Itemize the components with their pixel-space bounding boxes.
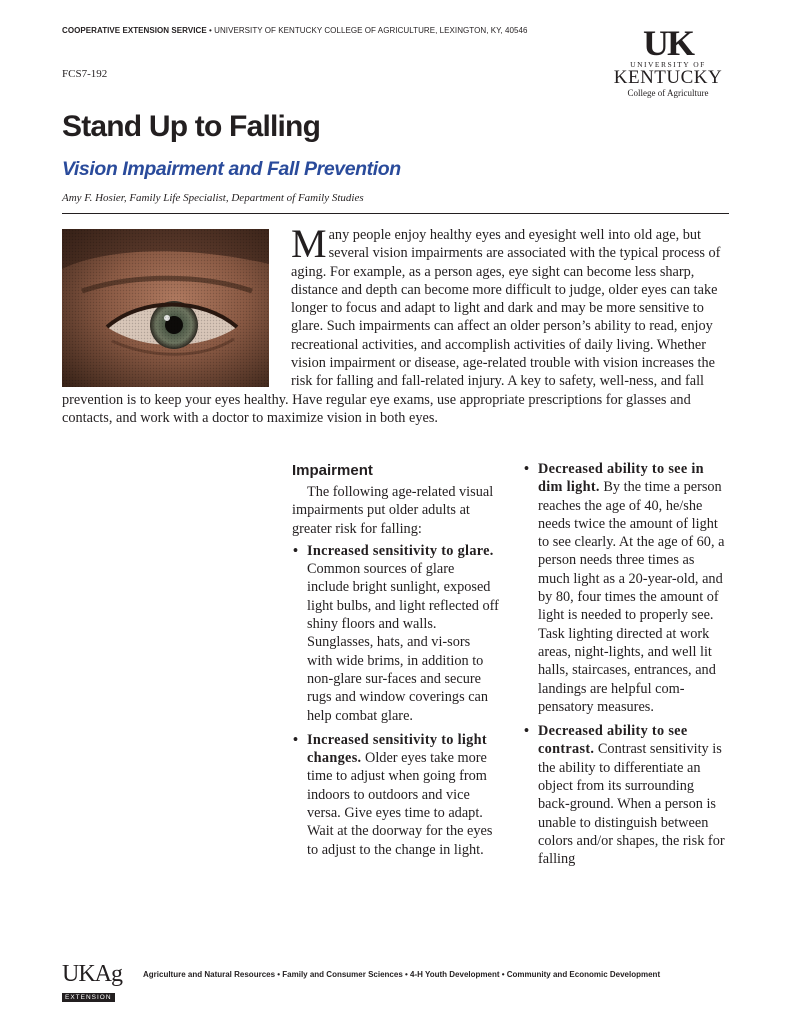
section-lead: The following age-related visual impairments put older adults at greater risk for falling: bbox=[292, 484, 494, 537]
agency-line bbox=[62, 26, 622, 35]
photo-wrap-space bbox=[62, 226, 269, 388]
list-item-body: Contrast sensitivity is the ability to differentiate an object from its surrounding back-ground. When a person is unable to distinguish between colors and/or shapes, the risk for falling bbox=[538, 741, 725, 868]
agency-address: • UNIVERSITY OF KENTUCKY COLLEGE OF AGRICULTURE, LEXINGTON, KY, 40546 bbox=[206, 26, 528, 35]
footer-programs: Agriculture and Natural Resources • Family and Consumer Sciences • 4-H Youth Development • Community and Economic Development bbox=[143, 970, 661, 979]
intro-paragraph bbox=[62, 221, 728, 427]
uk-logo-university: UNIVERSITY OF bbox=[630, 60, 706, 69]
ukag-extension-logo bbox=[62, 961, 128, 1001]
section-heading: Impairment bbox=[292, 462, 373, 479]
header-rule bbox=[62, 213, 729, 214]
list-item-heading: Increased sensitivity to glare. bbox=[307, 542, 494, 559]
impairment-list bbox=[292, 542, 499, 859]
extension-label: EXTENSION bbox=[62, 993, 115, 1002]
list-item-body: Common sources of glare include bright sunlight, exposed light bulbs, and light reflected off shiny floors and walls. Sunglasses, hats, and vi-sors with wide brims, in addition to non-glare sur-faces and secure rugs and window coverings can help combat glare. bbox=[307, 561, 499, 724]
list-item-heading: Increased sensitivity to light changes. bbox=[307, 731, 487, 767]
drop-cap: M bbox=[291, 221, 327, 266]
list-item-heading: Decreased ability to see contrast. bbox=[538, 723, 688, 758]
uk-logo-state: KENTUCKY bbox=[613, 67, 723, 88]
list-item bbox=[292, 542, 499, 725]
list-item bbox=[523, 460, 728, 716]
impairment-list-continued bbox=[523, 460, 728, 869]
page-title: Stand Up to Falling bbox=[62, 110, 321, 143]
page-subtitle: Vision Impairment and Fall Prevention bbox=[62, 158, 401, 180]
uk-logo-college: College of Agriculture bbox=[627, 88, 709, 98]
column-right bbox=[523, 460, 728, 875]
column-left bbox=[292, 460, 499, 865]
publication-number: FCS7-192 bbox=[62, 68, 108, 80]
uk-logo-mark: UK bbox=[643, 23, 693, 63]
agency-name: COOPERATIVE EXTENSION SERVICE bbox=[62, 26, 207, 35]
ukag-logo-mark: UKAg bbox=[62, 961, 122, 987]
list-item bbox=[523, 722, 728, 868]
author-line: Amy F. Hosier, Family Life Specialist, Department of Family Studies bbox=[62, 192, 364, 204]
list-item-body: By the time a person reaches the age of 40, he/she needs twice the amount of light to see clearly. At the age of 60, a person needs three times as much light as a 20-year-old, and by 80, four times the amount of light is needed to properly see. Task lighting directed at work areas, night-lights, and well lit halls, staircases, entrances, and landings are helpful com-pensatory measures. bbox=[538, 479, 725, 715]
list-item-heading: Decreased ability to see in dim light. bbox=[538, 461, 704, 496]
intro-text: any people enjoy healthy eyes and eyesight well into old age, but several vision impairments are associated with the typical process of aging. For example, as a person ages, eye sight can become less sharp, distance and depth can become more difficult to judge, older eyes can take longer to focus and adapt to light and dark and may be more sensitive to glare. Such impairments can affect an older person’s ability to read, enjoy recreational activities, and accomplish activities of daily living. Whether vision impairment or disease, age-related trouble with vision increases the risk for falling and fall-related injury. A key to safety, well-ness, and fall prevention is to keep your eyes healthy. Have regular eye exams, use appropriate prescriptions for glasses and contacts, and work with a doctor to maximize vision in both eyes. bbox=[62, 227, 721, 426]
list-item-body: Older eyes take more time to adjust when going from indoors to outdoors and vice versa. Give eyes time to adapt. Wait at the doorway for the eyes to adjust to the change in light. bbox=[307, 750, 493, 858]
list-item bbox=[292, 731, 499, 859]
uk-college-logo bbox=[606, 23, 730, 106]
